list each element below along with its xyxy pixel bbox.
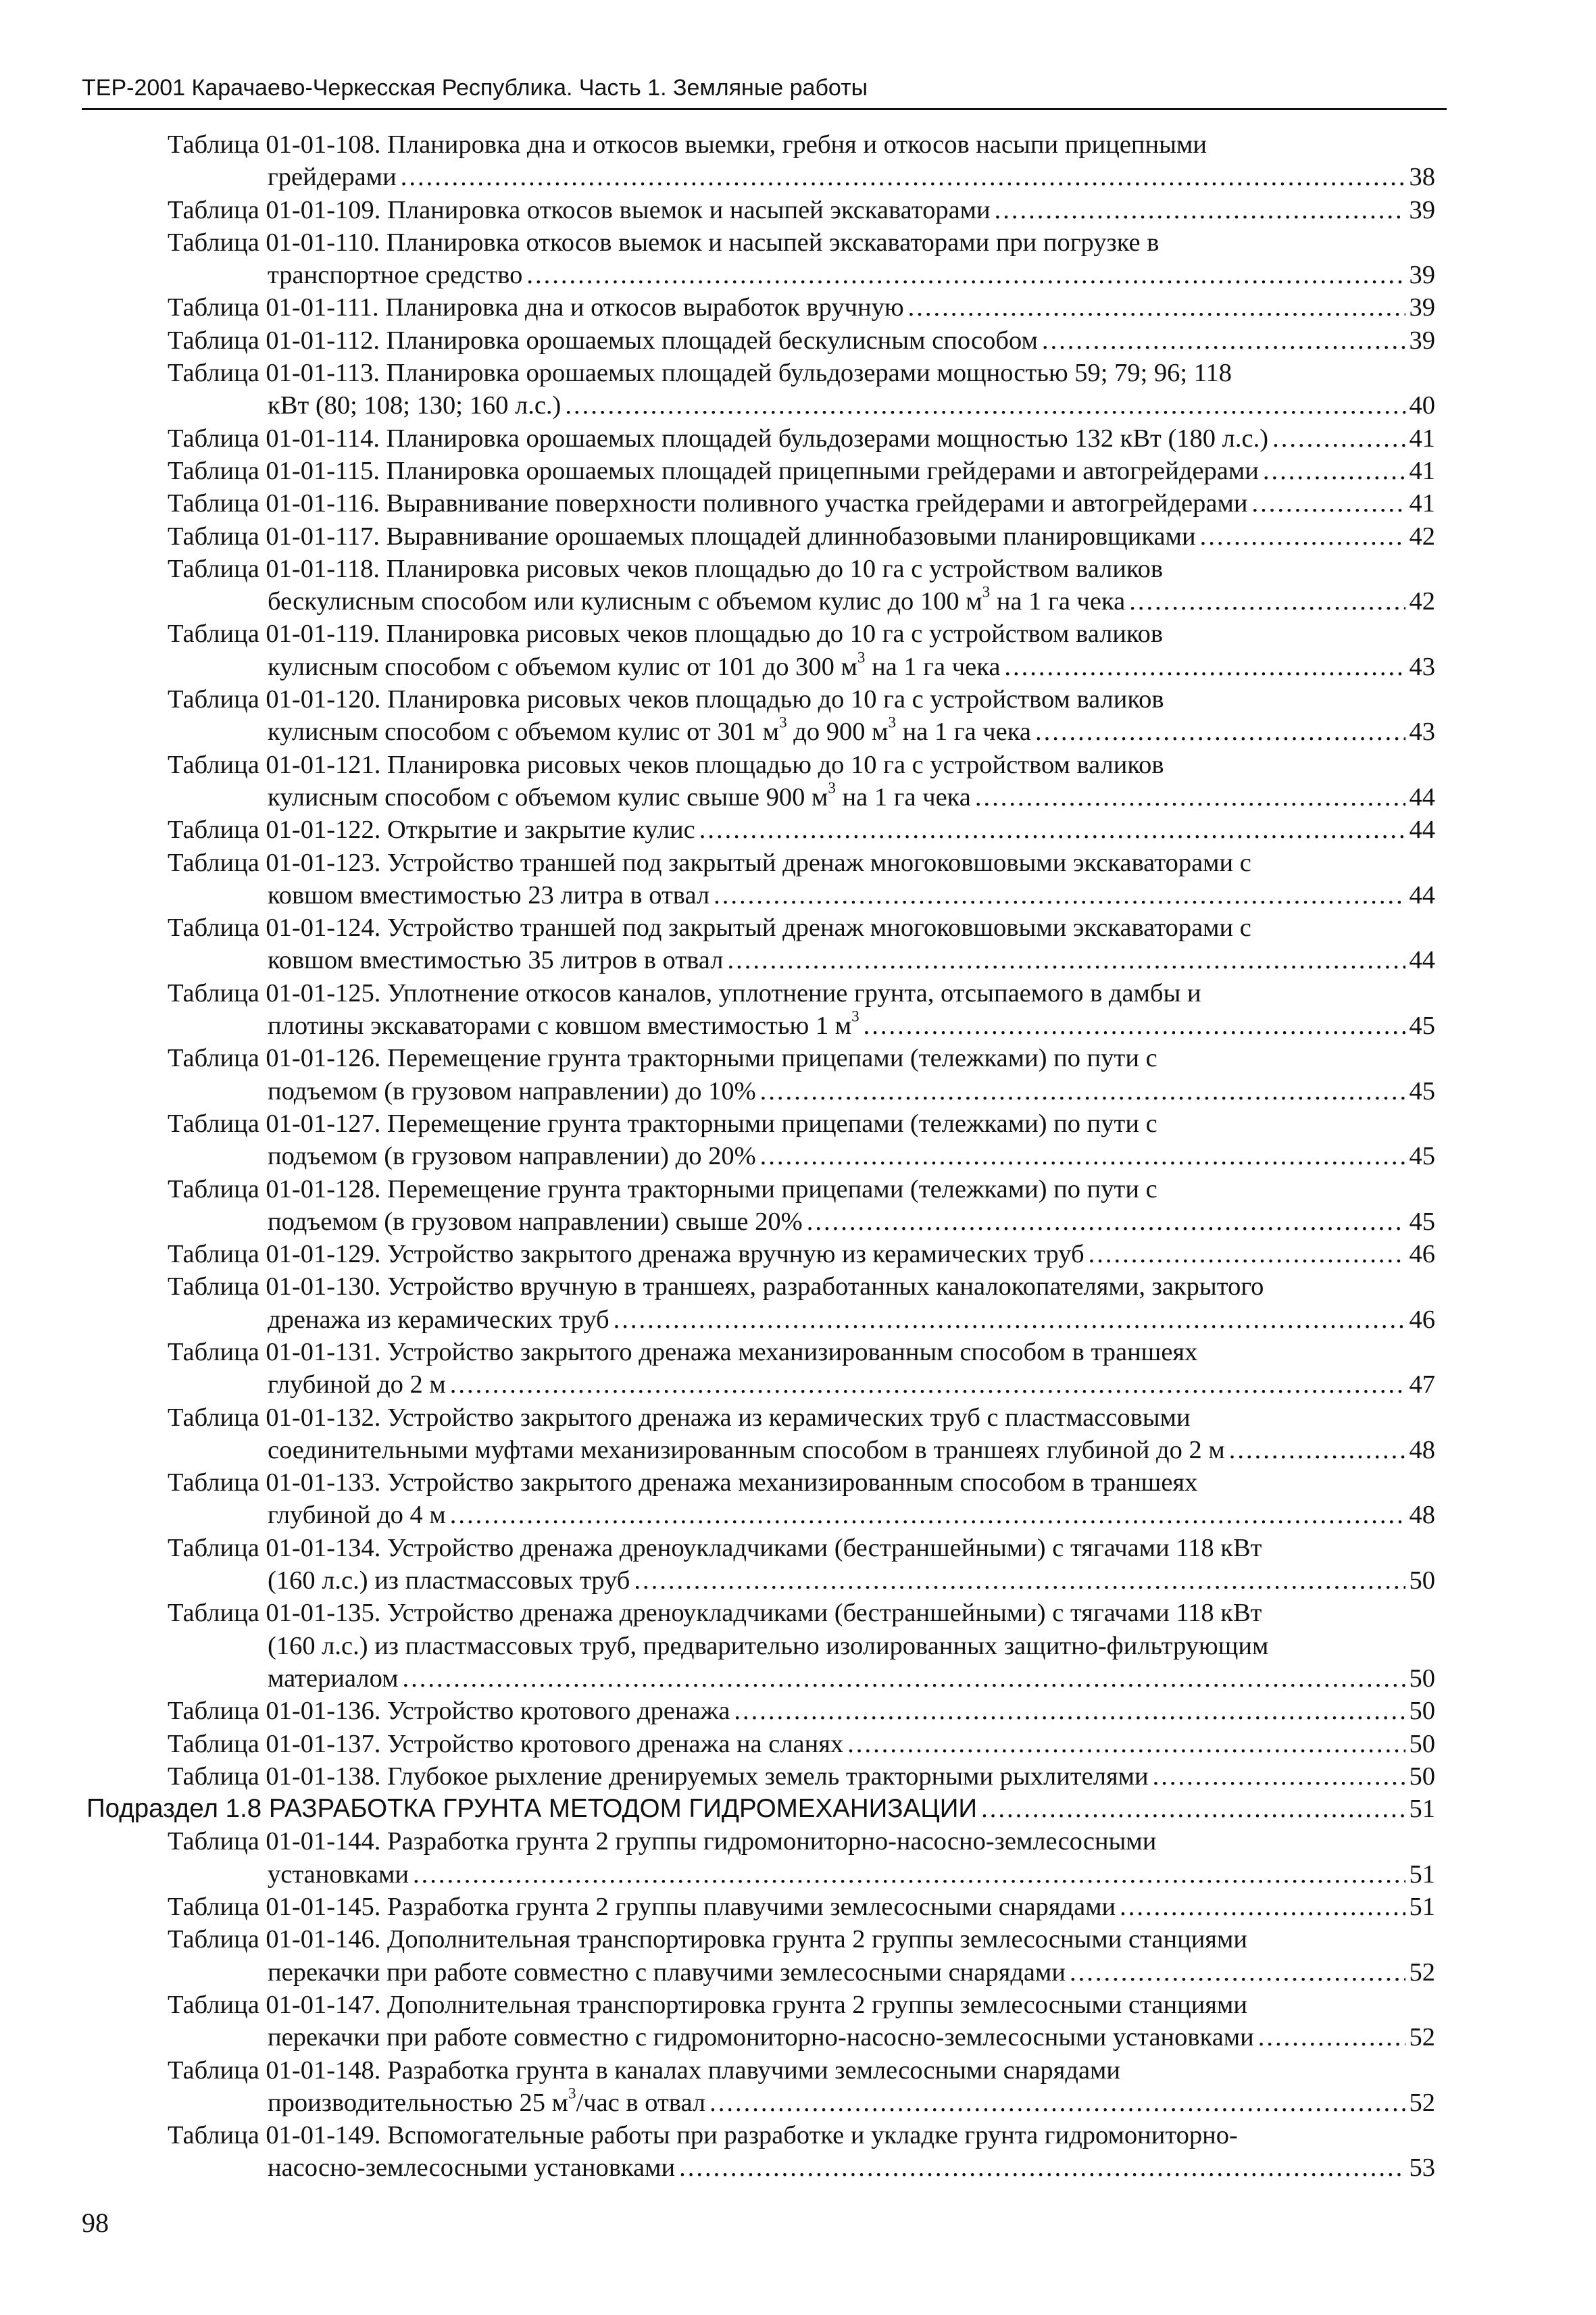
dot-leader (760, 1075, 1405, 1107)
toc-page-number: 43 (1409, 652, 1435, 681)
dot-leader (614, 1303, 1405, 1336)
toc-page-number: 47 (1409, 1370, 1435, 1399)
toc-page-number: 39 (1409, 326, 1435, 355)
toc-entry (168, 847, 1435, 912)
toc-entry-text: (160 л.с.) из пластмассовых труб, предварительно изолированных защитно-фильтрующим (268, 1631, 1269, 1660)
dot-leader (1251, 487, 1405, 520)
toc-page-number: 45 (1409, 1076, 1435, 1105)
toc-entry-text: транспортное средство (268, 261, 523, 290)
dot-leader (634, 1564, 1405, 1597)
toc-entry-text: Таблица 01-01-109. Планировка откосов выемок и насыпей экскаваторами (168, 195, 991, 224)
toc-entry-text: Таблица 01-01-126. Перемещение грунта тракторными прицепами (тележками) по пути с (168, 1044, 1157, 1073)
toc-entry (168, 1042, 1435, 1107)
dot-leader (450, 1368, 1405, 1401)
toc-page-number: 50 (1409, 1664, 1435, 1693)
toc-entry-text: ковшом вместимостью 35 литров в отвал (268, 946, 724, 975)
toc-entry (168, 422, 1435, 455)
toc-page-number: 44 (1409, 946, 1435, 975)
toc-page-number: 50 (1409, 1762, 1435, 1791)
toc-entry-text: установками (268, 1860, 409, 1889)
header-divider (82, 108, 1447, 110)
toc-entry (168, 1923, 1435, 1989)
toc-page-number: 44 (1409, 816, 1435, 845)
dot-leader (1229, 1434, 1405, 1466)
toc-entry-text: кулисным способом с объемом кулис свыше 900 $м^3$ на 1 га чека (268, 778, 971, 812)
page-number: 98 (82, 2208, 109, 2238)
toc-page-number: 38 (1409, 163, 1435, 192)
toc-page-number: 44 (1409, 782, 1435, 812)
toc-entry-text: Таблица 01-01-117. Выравнивание орошаемых площадей длиннобазовыми планировщиками (168, 522, 1196, 551)
toc-entry-text: Таблица 01-01-121. Планировка рисовых чеков площадью до 10 га с устройством валиков (168, 750, 1164, 779)
toc-page-number: 44 (1409, 880, 1435, 910)
toc-entry (168, 1173, 1435, 1239)
toc-page-number: 42 (1409, 522, 1435, 551)
toc-entry-text: Таблица 01-01-130. Устройство вручную в траншеях, разработанных каналокопателями, закрытого (168, 1272, 1264, 1301)
toc-entry (168, 1695, 1435, 1727)
toc-entry-text: Таблица 01-01-112. Планировка орошаемых площадей бескулисным способом (168, 326, 1038, 355)
toc-entry-text: Таблица 01-01-147. Дополнительная транспортировка грунта 2 группы землесосными станциями (168, 1990, 1247, 2019)
toc-entry (168, 977, 1435, 1043)
toc-entry (168, 1238, 1435, 1270)
toc-page-number: 52 (1409, 1958, 1435, 1987)
dot-leader (565, 389, 1405, 422)
toc-entry-text: Таблица 01-01-110. Планировка откосов выемок и насыпей экскаваторами при погрузке в (168, 228, 1159, 257)
toc-entry (168, 553, 1435, 618)
toc-page-number: 48 (1409, 1435, 1435, 1464)
toc-entry-text: Подраздел 1.8 РАЗРАБОТКА ГРУНТА МЕТОДОМ ГИДРОМЕХАНИЗАЦИИ (86, 1794, 978, 1824)
dot-leader (975, 781, 1405, 814)
toc-page-number: 40 (1409, 391, 1435, 420)
toc-entry (168, 1107, 1435, 1173)
toc-page-number: 43 (1409, 718, 1435, 747)
dot-leader (1263, 455, 1405, 487)
toc-entry-text: Таблица 01-01-115. Планировка орошаемых площадей прицепными грейдерами и автогрейдерами (168, 456, 1259, 485)
toc-entry-text: Таблица 01-01-138. Глубокое рыхление дренируемых земель тракторными рыхлителями (168, 1762, 1149, 1791)
dot-leader (709, 2087, 1405, 2119)
toc-page-number: 41 (1409, 489, 1435, 518)
toc-entry (168, 520, 1435, 553)
toc-entry-text: Таблица 01-01-129. Устройство закрытого дренажа вручную из керамических труб (168, 1240, 1084, 1269)
toc-entry-text: Таблица 01-01-128. Перемещение грунта тракторными прицепами (тележками) по пути с (168, 1174, 1157, 1203)
dot-leader (807, 1205, 1405, 1238)
toc-entry-text: Таблица 01-01-120. Планировка рисовых чеков площадью до 10 га с устройством валиков (168, 685, 1164, 714)
dot-leader (1004, 651, 1405, 683)
dot-leader (413, 1858, 1405, 1891)
toc-page-number: 50 (1409, 1729, 1435, 1758)
dot-leader (760, 1140, 1405, 1172)
toc-page-number: 46 (1409, 1305, 1435, 1334)
toc-entry-text: Таблица 01-01-124. Устройство траншей под закрытый дренаж многоковшовыми экскаваторами с (168, 914, 1251, 943)
dot-leader (727, 944, 1405, 976)
toc-entry (168, 1891, 1435, 1923)
dot-leader (847, 1728, 1405, 1760)
toc-page-number: 53 (1409, 2154, 1435, 2183)
toc-page-number: 45 (1409, 1142, 1435, 1171)
toc-entry-text: материалом (268, 1664, 399, 1693)
toc-entry-text: соединительными муфтами механизированным способом в траншеях глубиной до 2 м (268, 1435, 1225, 1464)
toc-entry-text: Таблица 01-01-135. Устройство дренажа дреноукладчиками (бестраншейными) с тягачами 118 кВт (168, 1599, 1262, 1628)
dot-leader (864, 1010, 1405, 1042)
toc-entry (168, 1270, 1435, 1336)
toc-entry-text: дренажа из керамических труб (268, 1305, 609, 1334)
toc-entry-text: Таблица 01-01-132. Устройство закрытого дренажа из керамических труб с пластмассовыми (168, 1403, 1191, 1432)
dot-leader (734, 1695, 1405, 1727)
toc-entry (168, 912, 1435, 977)
dot-leader (401, 161, 1405, 193)
toc-entry-text: Таблица 01-01-131. Устройство закрытого дренажа механизированным способом в траншеях (168, 1337, 1198, 1366)
toc-entry-text: подъемом (в грузовом направлении) свыше 20% (268, 1207, 803, 1236)
dot-leader (1120, 1891, 1405, 1923)
dot-leader (995, 194, 1405, 226)
dot-leader (1129, 585, 1405, 618)
toc-entry (168, 1825, 1435, 1891)
toc-entry-text: подъемом (в грузовом направлении) до 20% (268, 1142, 756, 1171)
toc-page-number: 50 (1409, 1697, 1435, 1726)
toc-entry-text: кВт (80; 108; 130; 160 л.с.) (268, 391, 562, 420)
toc-entry (168, 814, 1435, 846)
dot-leader (1035, 716, 1405, 748)
toc-entry (168, 324, 1435, 357)
toc-entry-text: Таблица 01-01-144. Разработка грунта 2 группы гидромониторно-насосно-землесосными (168, 1827, 1157, 1856)
toc-page-number: 50 (1409, 1566, 1435, 1595)
toc-page-number: 46 (1409, 1240, 1435, 1269)
toc-entry-text: Таблица 01-01-125. Уплотнение откосов каналов, уплотнение грунта, отсыпаемого в дамбы и (168, 978, 1201, 1007)
toc-entry (168, 2119, 1435, 2185)
dot-leader (1258, 2021, 1405, 2053)
toc-entry-text: Таблица 01-01-136. Устройство кротового дренажа (168, 1697, 730, 1726)
toc-entry-text: Таблица 01-01-133. Устройство закрытого дренажа механизированным способом в траншеях (168, 1468, 1198, 1497)
toc-entry-text: Таблица 01-01-113. Планировка орошаемых площадей бульдозерами мощностью 59; 79; 96; 118 (168, 359, 1232, 388)
toc-page-number: 42 (1409, 587, 1435, 616)
toc-page-number: 48 (1409, 1501, 1435, 1530)
toc-entry-text: Таблица 01-01-108. Планировка дна и откосов выемки, гребня и откосов насыпи прицепными (168, 130, 1207, 159)
toc-entry-text: глубиной до 2 м (268, 1370, 446, 1399)
dot-leader (714, 879, 1405, 912)
dot-leader (1200, 520, 1405, 553)
toc-page-number: 39 (1409, 293, 1435, 322)
toc-entry-text: Таблица 01-01-114. Планировка орошаемых площадей бульдозерами мощностью 132 кВт (180 л.с.) (168, 424, 1269, 453)
toc-page-number: 51 (1409, 1893, 1435, 1922)
toc-entry-text: Таблица 01-01-118. Планировка рисовых чеков площадью до 10 га с устройством валиков (168, 554, 1164, 583)
toc-page-number: 39 (1409, 195, 1435, 224)
toc-entry-text: ковшом вместимостью 23 литра в отвал (268, 880, 710, 910)
toc-page-number: 41 (1409, 424, 1435, 453)
toc-section-entry (86, 1793, 1435, 1825)
toc-entry (168, 1401, 1435, 1467)
toc-entry-text: кулисным способом с объемом кулис от 101 до 300 $м^3$ на 1 га чека (268, 648, 1001, 681)
toc-entry-text: подъемом (в грузовом направлении) до 10% (268, 1076, 756, 1105)
dot-leader (1042, 324, 1405, 357)
toc-entry (168, 455, 1435, 487)
toc-entry (168, 618, 1435, 683)
toc-entry (168, 1597, 1435, 1695)
toc-entry (168, 683, 1435, 749)
toc-entry (168, 487, 1435, 520)
toc-entry (168, 2054, 1435, 2120)
toc-entry-text: перекачки при работе совместно с гидромониторно-насосно-землесосными установками (268, 2023, 1254, 2052)
toc-page-number: 45 (1409, 1207, 1435, 1236)
toc-page-number: 39 (1409, 261, 1435, 290)
toc-entry-text: (160 л.с.) из пластмассовых труб (268, 1566, 630, 1595)
dot-leader (526, 259, 1405, 291)
toc-entry-text: Таблица 01-01-137. Устройство кротового дренажа на сланях (168, 1729, 844, 1758)
toc-entry-text: плотины экскаваторами с ковшом вместимостью 1 $м^3$ (268, 1007, 859, 1041)
toc-entry-text: Таблица 01-01-146. Дополнительная транспортировка грунта 2 группы землесосными станциями (168, 1925, 1247, 1954)
dot-leader (981, 1793, 1405, 1825)
toc-entry-text: Таблица 01-01-145. Разработка грунта 2 группы плавучими землесосными снарядами (168, 1893, 1116, 1922)
toc-entry-text: бескулисным способом или кулисным с объемом кулис до 100 $м^3$ на 1 га чека (268, 582, 1126, 616)
toc-page-number: 45 (1409, 1012, 1435, 1041)
toc-page-number: 51 (1409, 1795, 1435, 1824)
toc-entry (168, 1728, 1435, 1760)
dot-leader (908, 291, 1405, 324)
toc-entry-text: Таблица 01-01-123. Устройство траншей под закрытый дренаж многоковшовыми экскаваторами с (168, 848, 1251, 877)
toc-entry (168, 128, 1435, 194)
toc-entry (168, 357, 1435, 422)
toc-entry-text: глубиной до 4 м (268, 1501, 446, 1530)
toc-entry (168, 1532, 1435, 1597)
toc-entry (168, 1336, 1435, 1401)
toc-entry-text: Таблица 01-01-116. Выравнивание поверхности поливного участка грейдерами и автогрейдерами (168, 489, 1248, 518)
toc-page-number: 41 (1409, 456, 1435, 485)
running-header: ТЕР-2001 Карачаево-Черкесская Республика. Часть 1. Земляные работы (82, 75, 868, 101)
toc-entry-text: Таблица 01-01-119. Планировка рисовых чеков площадью до 10 га с устройством валиков (168, 620, 1164, 649)
toc-entry-text: Таблица 01-01-127. Перемещение грунта тракторными прицепами (тележками) по пути с (168, 1109, 1157, 1138)
dot-leader (699, 814, 1405, 846)
toc-entry-text: грейдерами (268, 163, 397, 192)
toc-entry (168, 1466, 1435, 1532)
table-of-contents (0, 128, 1596, 2185)
dot-leader (1089, 1238, 1405, 1270)
toc-entry (168, 749, 1435, 814)
toc-entry-text: Таблица 01-01-148. Разработка грунта в каналах плавучими землесосными снарядами (168, 2056, 1121, 2085)
dot-leader (1272, 422, 1405, 455)
dot-leader (1153, 1760, 1405, 1793)
dot-leader (402, 1662, 1405, 1695)
toc-entry-text: насосно-землесосными установками (268, 2154, 676, 2183)
toc-entry-text: Таблица 01-01-122. Открытие и закрытие кулис (168, 816, 695, 845)
dot-leader (679, 2151, 1405, 2184)
toc-entry-text: Таблица 01-01-111. Планировка дна и откосов выработок вручную (168, 293, 904, 322)
toc-entry (168, 1760, 1435, 1793)
toc-entry (168, 226, 1435, 292)
toc-entry-text: кулисным способом с объемом кулис от 301 $м^3$ до 900 $м^3$ на 1 га чека (268, 713, 1031, 747)
toc-page-number: 52 (1409, 2088, 1435, 2117)
toc-entry-text: производительностью 25 $м^3$/час в отвал (268, 2084, 706, 2117)
toc-entry-text: Таблица 01-01-149. Вспомогательные работы при разработке и укладке грунта гидромониторно- (168, 2121, 1238, 2150)
toc-entry (168, 194, 1435, 226)
dot-leader (450, 1499, 1405, 1531)
toc-page-number: 52 (1409, 2023, 1435, 2052)
toc-entry-text: перекачки при работе совместно с плавучими землесосными снарядами (268, 1958, 1066, 1987)
dot-leader (1070, 1956, 1405, 1989)
toc-page-number: 51 (1409, 1860, 1435, 1889)
toc-entry (168, 291, 1435, 324)
toc-entry-text: Таблица 01-01-134. Устройство дренажа дреноукладчиками (бестраншейными) с тягачами 118 кВт (168, 1533, 1262, 1562)
toc-entry (168, 1989, 1435, 2054)
